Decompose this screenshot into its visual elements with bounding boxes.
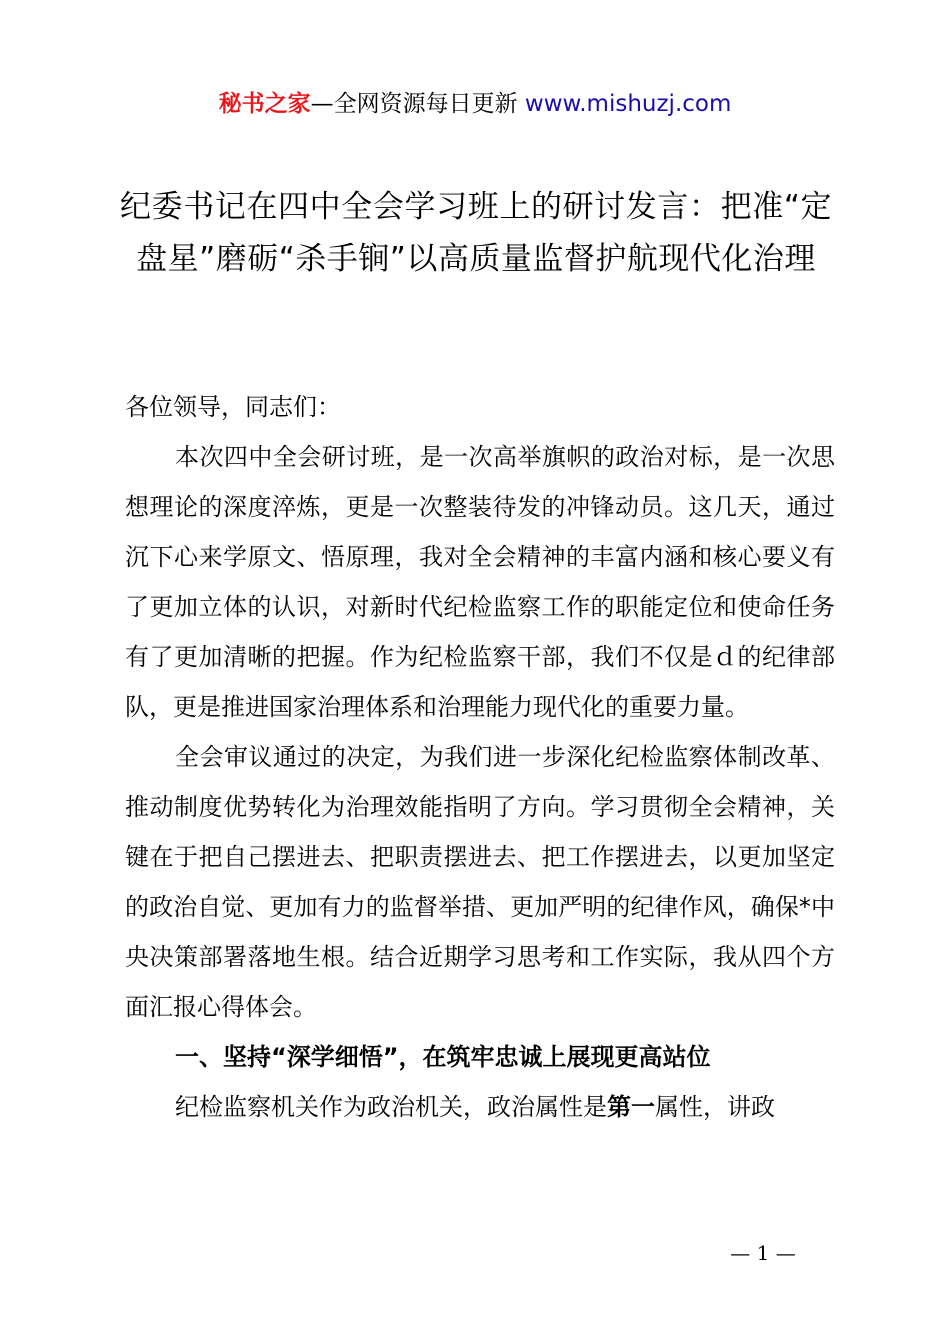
brand-name: 秘书之家 [218, 91, 311, 117]
header-tagline: —全网资源每日更新 [310, 91, 525, 117]
section-1-heading: 一、坚持“深学细悟”，在筑牢忠诚上展现更高站位 [175, 1043, 711, 1071]
paragraph-3-end: 属性，讲政 [655, 1093, 775, 1121]
paragraph-2: 全会审议通过的决定，为我们进一步深化纪检监察体制改革、推动制度优势转化为治理效能指明了方向。学习贯彻全会精神，关键在于把自己摆进去、把职责摆进去、把工作摆进去，以更加坚定的政治自觉、更加有力的监督举措、更加严明的纪律作风，确保*中央决策部署落地生根。结合近期学习思考和工作实际，我从四个方面汇报心得体会。 [125, 743, 835, 1021]
site-header [0, 86, 950, 122]
page-number: — 1 — [730, 1241, 796, 1265]
greeting: 各位领导，同志们： [125, 393, 341, 421]
document-title: 纪委书记在四中全会学习班上的研讨发言：把准“定盘星”磨砺“杀手锏”以高质量监督护航现代化治理 [120, 189, 832, 277]
paragraph-3-bold: 第一 [607, 1093, 655, 1121]
paragraph-3-start: 纪检监察机关作为政治机关，政治属性是 [175, 1093, 607, 1121]
paragraph-3 [125, 1082, 835, 1132]
document-body [125, 382, 835, 1132]
paragraph-1: 本次四中全会研讨班，是一次高举旗帜的政治对标，是一次思想理论的深度淬炼，更是一次整装待发的冲锋动员。这几天，通过沉下心来学原文、悟原理，我对全会精神的丰富内涵和核心要义有了更加立体的认识，对新时代纪检监察工作的职能定位和使命任务有了更加清晰的把握。作为纪检监察干部，我们不仅是ｄ的纪律部队，更是推进国家治理体系和治理能力现代化的重要力量。 [125, 443, 835, 721]
site-url-link[interactable]: www.mishuzj.com [524, 91, 732, 117]
